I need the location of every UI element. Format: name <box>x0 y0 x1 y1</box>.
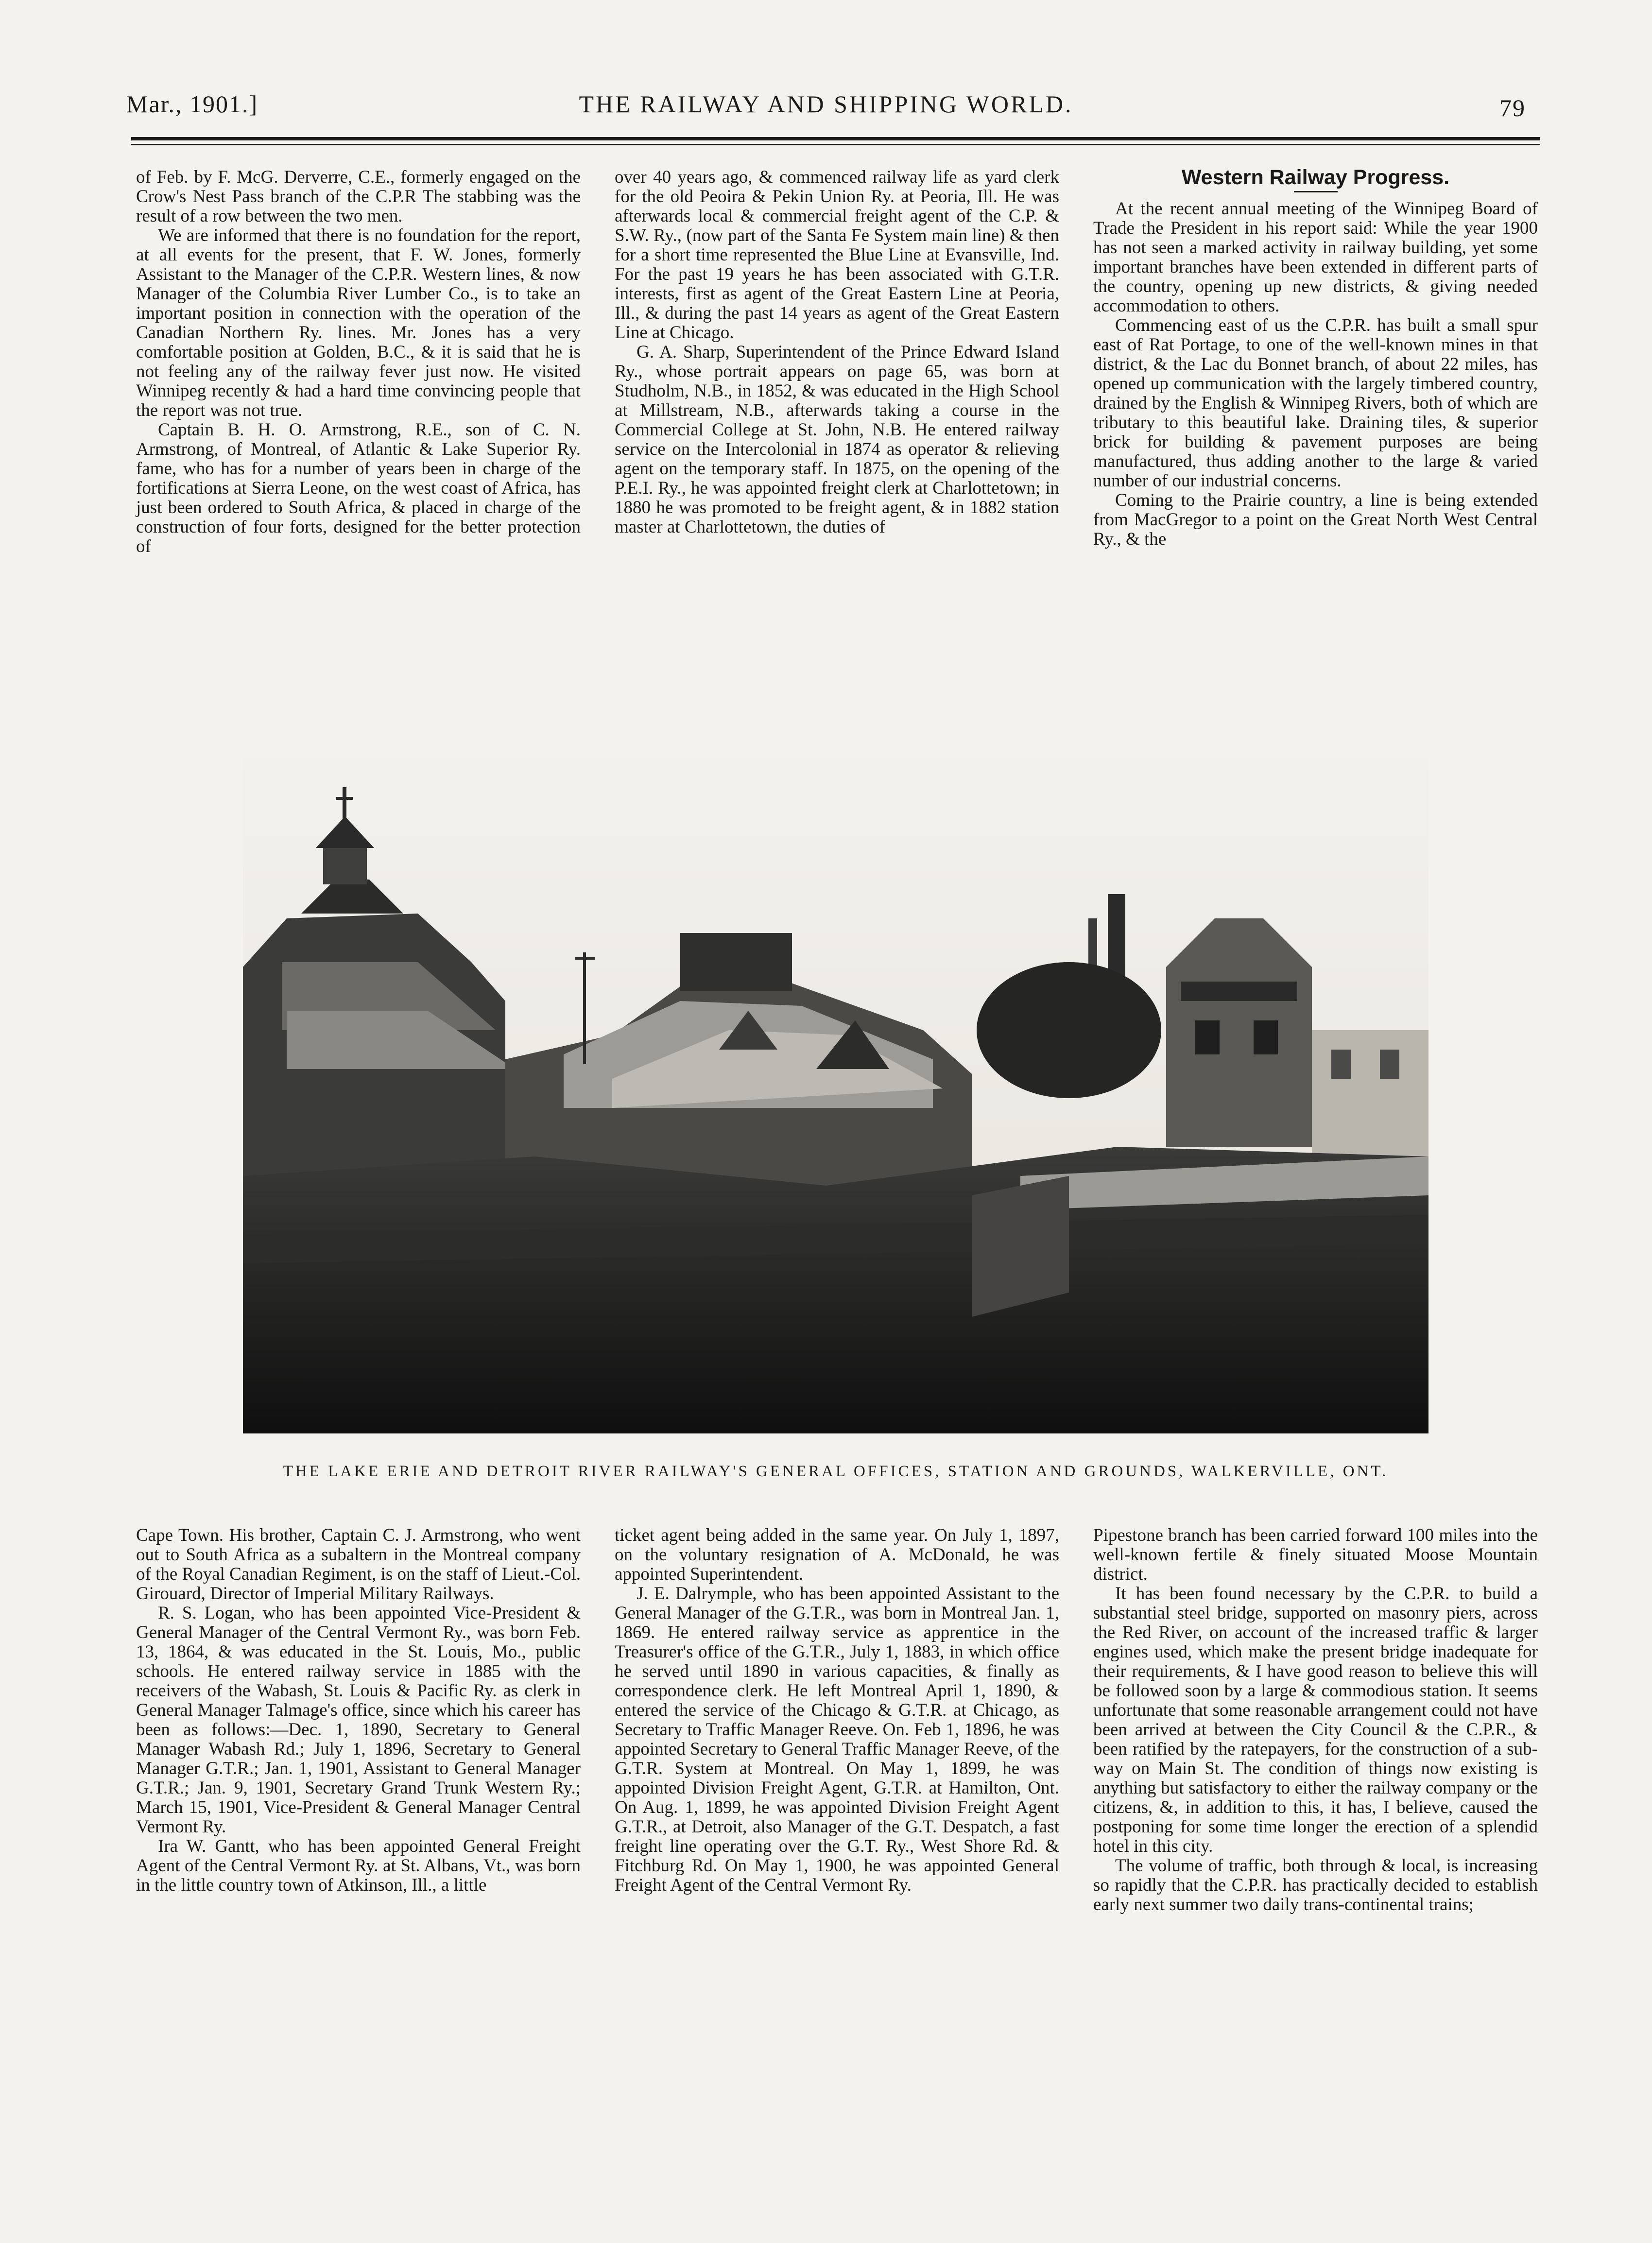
column-2-bottom <box>615 1526 1059 1895</box>
paragraph: Captain B. H. O. Armstrong, R.E., son of C. N. Armstrong, of Montreal, of Atlantic & Lake Superior Ry. fame, who has for a number of years been in charge of the fortifications at Sierra Leone, on the west coast of Africa, has just been ordered to South Africa, & placed in charge of the construction of four forts, designed for the better protection of <box>136 420 581 556</box>
header-rule-thin <box>131 144 1540 145</box>
article-heading: Western Railway Progress. <box>1181 166 1450 189</box>
station-photograph <box>243 758 1428 1433</box>
column-3-top <box>1093 168 1538 549</box>
photo-caption: THE LAKE ERIE AND DETROIT RIVER RAILWAY'S GENERAL OFFICES, STATION AND GROUNDS, WALKERVILLE, ONT. <box>283 1463 1389 1480</box>
paragraph: Pipestone branch has been carried forward 100 miles into the well-known fertile & finely situated Moose Mountain district. <box>1093 1525 1538 1584</box>
paragraph: The volume of traffic, both through & local, is increasing so rapidly that the C.P.R. has practically decided to establish early next summer two daily trans-continental trains; <box>1093 1856 1538 1915</box>
page-number: 79 <box>1499 94 1526 121</box>
paragraph: At the recent annual meeting of the Winnipeg Board of Trade the President in his report said: While the year 1900 has not seen a marked activity in railway building, yet some important branches have been extended in different parts of the country, opening up new districts, & giving needed accommodation to others. <box>1093 199 1538 316</box>
paragraph: of Feb. by F. McG. Derverre, C.E., formerly engaged on the Crow's Nest Pass branch of the C.P.R The stabbing was the result of a row between the two men. <box>136 167 581 226</box>
paragraph: Commencing east of us the C.P.R. has built a small spur east of Rat Portage, to one of the well-known mines in that district, & the Lac du Bonnet branch, of about 22 miles, has opened up communication with the largely timbered country, drained by the English & Winnipeg Rivers, both of which are tributary to this beautiful lake. Draining tiles, & superior brick for building & pavement purposes are being manufactured, thus adding another to the large & varied number of our industrial concerns. <box>1093 315 1538 491</box>
column-2-top <box>615 168 1059 537</box>
paragraph: over 40 years ago, & commenced railway life as yard clerk for the old Peoira & Pekin Union Ry. at Peoria, Ill. He was afterwards local & commercial freight agent of the C.P. & S.W. Ry., (now part of the Santa Fe System main line) & then for a short time represented the Blue Line at Evansville, Ind. For the past 19 years he has been associated with G.T.R. interests, first as agent of the Great Eastern Line at Peoria, Ill., & during the past 14 years as agent of the Great Eastern Line at Chicago. <box>615 167 1059 343</box>
paragraph: Coming to the Prairie country, a line is being extended from MacGregor to a point on the Great North West Central Ry., & the <box>1093 490 1538 549</box>
paragraph: Ira W. Gantt, who has been appointed General Freight Agent of the Central Vermont Ry. at St. Albans, Vt., was born in the little country town of Atkinson, Ill., a little <box>136 1836 581 1895</box>
column-1-bottom <box>136 1526 581 1895</box>
issue-date: Mar., 1901.] <box>126 90 258 118</box>
heading-rule <box>1294 191 1338 192</box>
paragraph: G. A. Sharp, Superintendent of the Prince Edward Island Ry., whose portrait appears on page 65, was born at Studholm, N.B., in 1852, & was educated in the High School at Millstream, N.B., afterwards taking a course in the Commercial College at St. John, N.B. He entered railway service on the Intercolonial in 1874 as operator & relieving agent on the temporary staff. In 1875, on the opening of the P.E.I. Ry., he was appointed freight clerk at Charlottetown; in 1880 he was promoted to be freight agent, & in 1882 station master at Charlottetown, the duties of <box>615 342 1059 537</box>
column-1-top <box>136 168 581 556</box>
publication-title: THE RAILWAY AND SHIPPING WORLD. <box>579 90 1073 118</box>
paragraph: It has been found necessary by the C.P.R. to build a substantial steel bridge, supported on masonry piers, across the Red River, on account of the increased traffic & larger engines used, which make the present bridge inadequate for their requirements, & I have good reason to believe this will be followed soon by a large & commodious station. It seems unfortunate that some reasonable arrangement could not have been arrived at between the City Council & the C.P.R., & been ratified by the ratepayers, for the construction of a sub-way on Main St. The condition of things now existing is anything but satisfactory to either the railway company or the citizens, &, in addition to this, it has, I believe, caused the postponing for some time longer the erection of a splendid hotel in this city. <box>1093 1584 1538 1856</box>
paragraph: ticket agent being added in the same year. On July 1, 1897, on the voluntary resignation of A. McDonald, he was appointed Superintendent. <box>615 1525 1059 1584</box>
paragraph: R. S. Logan, who has been appointed Vice-President & General Manager of the Central Vermont Ry., was born Feb. 13, 1864, & was educated in the St. Louis, Mo., public schools. He entered railway service in 1885 with the receivers of the Wabash, St. Louis & Pacific Ry. as clerk in General Manager Talmage's office, since which his career has been as follows:—Dec. 1, 1890, Secretary to General Manager Wabash Rd.; July 1, 1896, Secretary to General Manager G.T.R.; Jan. 1, 1901, Assistant to General Manager G.T.R.; Jan. 9, 1901, Secretary Grand Trunk Western Ry.; March 15, 1901, Vice-President & General Manager Central Vermont Ry. <box>136 1603 581 1837</box>
paragraph: We are informed that there is no foundation for the report, at all events for the present, that F. W. Jones, formerly Assistant to the Manager of the C.P.R. Western lines, & now Manager of the Columbia River Lumber Co., is to take an important position in connection with the operation of the Canadian Northern Ry. lines. Mr. Jones has a very comfortable position at Golden, B.C., & it is said that he is not feeling any of the railway fever just now. He visited Winnipeg recently & had a hard time convincing people that the report was not true. <box>136 225 581 420</box>
paragraph: J. E. Dalrymple, who has been appointed Assistant to the General Manager of the G.T.R., was born in Montreal Jan. 1, 1869. He entered railway service as apprentice in the Treasurer's office of the G.T.R., July 1, 1883, in which office he served until 1890 in various capacities, & finally as correspondence clerk. He left Montreal April 1, 1890, & entered the service of the Chicago & G.T.R. at Chicago, as Secretary to Traffic Manager Reeve. On. Feb 1, 1896, he was appointed Secretary to General Traffic Manager Reeve, of the G.T.R. System at Montreal. On May 1, 1899, he was appointed Division Freight Agent, G.T.R. at Hamilton, Ont. On Aug. 1, 1899, he was appointed Division Freight Agent G.T.R., at Detroit, also Manager of the G.T. Despatch, a fast freight line operating over the G.T. Ry., West Shore Rd. & Fitchburg Rd. On May 1, 1900, he was appointed General Freight Agent of the Central Vermont Ry. <box>615 1584 1059 1895</box>
column-3-bottom <box>1093 1526 1538 1915</box>
running-head <box>126 90 1526 129</box>
header-rule <box>131 137 1540 140</box>
paragraph: Cape Town. His brother, Captain C. J. Armstrong, who went out to South Africa as a subaltern in the Montreal company of the Royal Canadian Regiment, is on the staff of Lieut.-Col. Girouard, Director of Imperial Military Railways. <box>136 1525 581 1604</box>
